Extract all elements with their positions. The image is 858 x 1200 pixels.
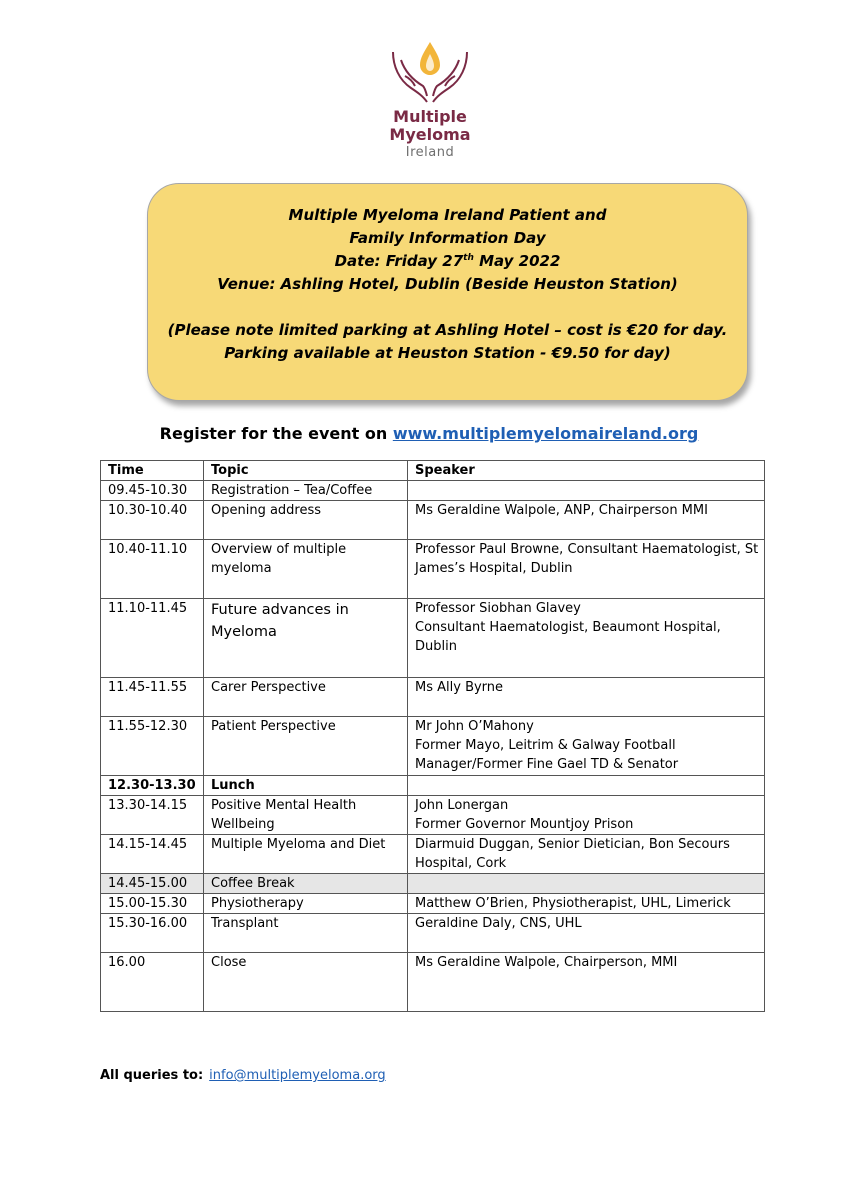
table-row [101,678,765,717]
topic-line: myeloma [211,561,272,576]
table-row [101,501,765,540]
topic-cell [204,678,408,717]
speaker-cell [408,481,765,501]
topic-line: Coffee Break [211,876,295,891]
table-row [101,835,765,874]
topic-line: Overview of multiple [211,542,347,557]
speaker-line: Matthew O’Brien, Physiotherapist, UHL, Limerick [415,896,731,911]
table-row [101,874,765,894]
speaker-line: Manager/Former Fine Gael TD & Senator [415,757,679,772]
speaker-line: Ms Ally Byrne [415,680,504,695]
speaker-line: Former Mayo, Leitrim & Galway Football [415,738,676,753]
banner-date-suffix: May 2022 [473,252,561,270]
banner-date [148,250,747,273]
speaker-cell [408,894,765,914]
speaker-cell [408,776,765,796]
register-text: Register for the event on [159,424,393,443]
table-row [101,776,765,796]
table-header-cell: Topic [204,461,408,481]
time-cell: 10.40-11.10 [101,540,204,599]
speaker-line: Professor Siobhan Glavey [415,601,581,616]
time-cell: 16.00 [101,953,204,1012]
topic-line: Close [211,955,247,970]
speaker-cell [408,599,765,678]
banner-title-line1: Multiple Myeloma Ireland Patient and [288,206,607,224]
table-row [101,717,765,776]
speaker-line: Diarmuid Duggan, Senior Dietician, Bon Secours [415,837,730,852]
time-cell: 12.30-13.30 [101,776,204,796]
topic-line: Positive Mental Health [211,798,357,813]
time-cell: 15.00-15.30 [101,894,204,914]
table-row [101,796,765,835]
table-row [101,914,765,953]
speaker-line: Ms Geraldine Walpole, Chairperson, MMI [415,955,678,970]
topic-line: Wellbeing [211,817,275,832]
speaker-cell [408,835,765,874]
speaker-line: Professor Paul Browne, Consultant Haematologist, St [415,542,759,557]
time-cell: 11.10-11.45 [101,599,204,678]
logo-text-multiple: Multiple [393,107,467,126]
time-cell: 11.45-11.55 [101,678,204,717]
speaker-line: Ms Geraldine Walpole, ANP, Chairperson MMI [415,503,708,518]
speaker-line: Dublin [415,639,457,654]
table-row [101,540,765,599]
speaker-line: Former Governor Mountjoy Prison [415,817,634,832]
table-row [101,481,765,501]
time-cell: 15.30-16.00 [101,914,204,953]
table-row [101,894,765,914]
topic-line: Lunch [211,778,255,793]
speaker-line: Geraldine Daly, CNS, UHL [415,916,582,931]
topic-cell [204,894,408,914]
topic-cell [204,599,408,678]
register-link[interactable]: www.multiplemyelomaireland.org [392,424,699,443]
topic-line: Myeloma [211,624,277,640]
banner-date-sup: th [463,253,474,263]
speaker-line: Mr John O’Mahony [415,719,534,734]
table-header-cell: Speaker [408,461,765,481]
topic-line: Registration – Tea/Coffee [211,483,373,498]
speaker-cell [408,874,765,894]
schedule-table [100,460,765,1012]
logo-text-myeloma: Myeloma [389,125,471,144]
time-cell: 14.45-15.00 [101,874,204,894]
table-header-row [101,461,765,481]
topic-cell [204,796,408,835]
topic-cell [204,953,408,1012]
speaker-cell [408,953,765,1012]
topic-line: Opening address [211,503,322,518]
speaker-cell [408,796,765,835]
topic-line: Future advances in [211,602,349,618]
speaker-line: James’s Hospital, Dublin [415,561,573,576]
table-header-cell: Time [101,461,204,481]
topic-cell [204,914,408,953]
table-row [101,953,765,1012]
speaker-cell [408,501,765,540]
topic-cell [204,717,408,776]
queries-line [100,1068,386,1083]
banner-date-prefix: Date: Friday 27 [334,252,464,270]
event-banner [147,183,748,401]
topic-line: Physiotherapy [211,896,304,911]
speaker-line [415,874,764,893]
time-cell: 11.55-12.30 [101,717,204,776]
topic-cell [204,874,408,894]
banner-title-line2: Family Information Day [349,229,546,247]
speaker-line [415,776,764,795]
time-cell: 13.30-14.15 [101,796,204,835]
topic-cell [204,481,408,501]
banner-parking-note1: (Please note limited parking at Ashling Hotel – cost is €20 for day. [167,321,728,339]
logo [370,36,490,168]
topic-cell [204,540,408,599]
time-cell: 09.45-10.30 [101,481,204,501]
topic-line: Multiple Myeloma and Diet [211,837,386,852]
hands-flame-icon [385,36,475,108]
topic-cell [204,501,408,540]
time-cell: 14.15-14.45 [101,835,204,874]
logo-text-ireland: Ireland [405,145,455,160]
queries-email-link[interactable]: info@multiplemyeloma.org [209,1068,386,1083]
speaker-line: Hospital, Cork [415,856,507,871]
topic-cell [204,776,408,796]
speaker-cell [408,717,765,776]
speaker-line: Consultant Haematologist, Beaumont Hospital, [415,620,721,635]
topic-line: Patient Perspective [211,719,336,734]
speaker-cell [408,914,765,953]
speaker-line: John Lonergan [415,798,509,813]
table-row [101,599,765,678]
speaker-cell [408,540,765,599]
topic-line: Transplant [211,916,279,931]
register-line [0,424,858,443]
banner-parking-note2: Parking available at Heuston Station - €9.50 for day) [224,344,671,362]
topic-line: Carer Perspective [211,680,326,695]
banner-venue: Venue: Ashling Hotel, Dublin (Beside Heuston Station) [217,275,678,293]
time-cell: 10.30-10.40 [101,501,204,540]
queries-label: All queries to: [100,1068,204,1083]
speaker-line [415,481,764,500]
topic-cell [204,835,408,874]
speaker-cell [408,678,765,717]
